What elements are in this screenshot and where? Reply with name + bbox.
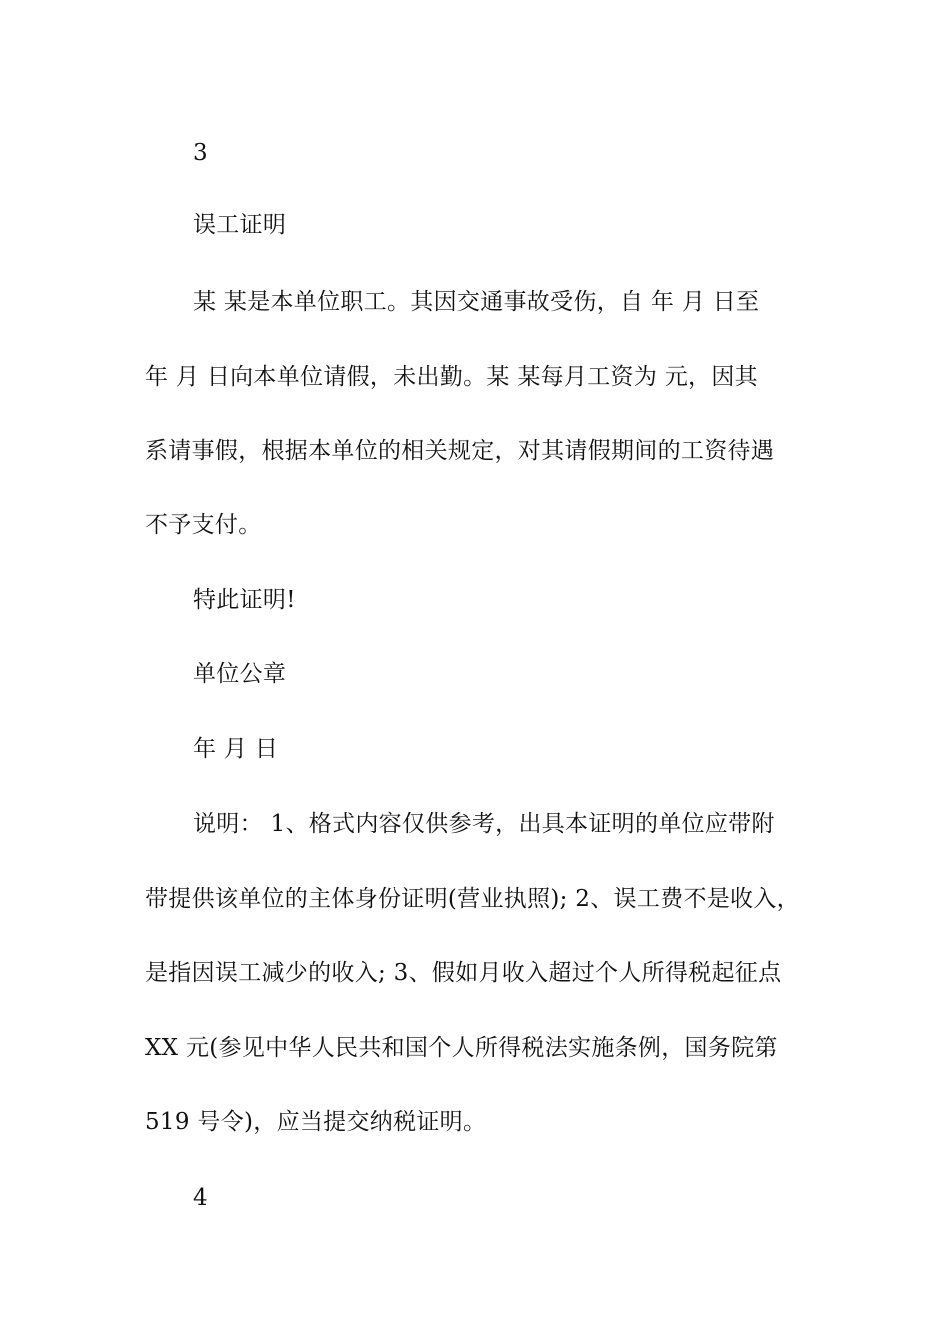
body-line: 系请事假，根据本单位的相关规定，对其请假期间的工资待遇 (145, 438, 775, 464)
note-line: 说明： 1、格式内容仅供参考，出具本证明的单位应带附 (193, 811, 775, 837)
note-line: XX 元(参见中华人民共和国个人所得税法实施条例，国务院第 (145, 1035, 778, 1061)
closing-text: 特此证明! (193, 587, 296, 613)
note-line: 519 号令)，应当提交纳税证明。 (145, 1109, 487, 1135)
seal-label: 单位公章 (193, 661, 287, 687)
date-line: 年 月 日 (193, 736, 279, 762)
body-line: 不予支付。 (145, 512, 262, 538)
section-number-top: 3 (193, 140, 208, 166)
document-title: 误工证明 (193, 212, 287, 238)
note-line: 带提供该单位的主体身份证明(营业执照); 2、误工费不是收入， (145, 886, 800, 912)
section-number-bottom: 4 (193, 1185, 208, 1211)
note-line: 是指因误工减少的收入; 3、假如月收入超过个人所得税起征点 (145, 960, 782, 986)
body-line: 某 某是本单位职工。其因交通事故受伤，自 年 月 日至 (193, 289, 760, 315)
body-line: 年 月 日向本单位请假，未出勤。某 某每月工资为 元，因其 (145, 364, 758, 390)
